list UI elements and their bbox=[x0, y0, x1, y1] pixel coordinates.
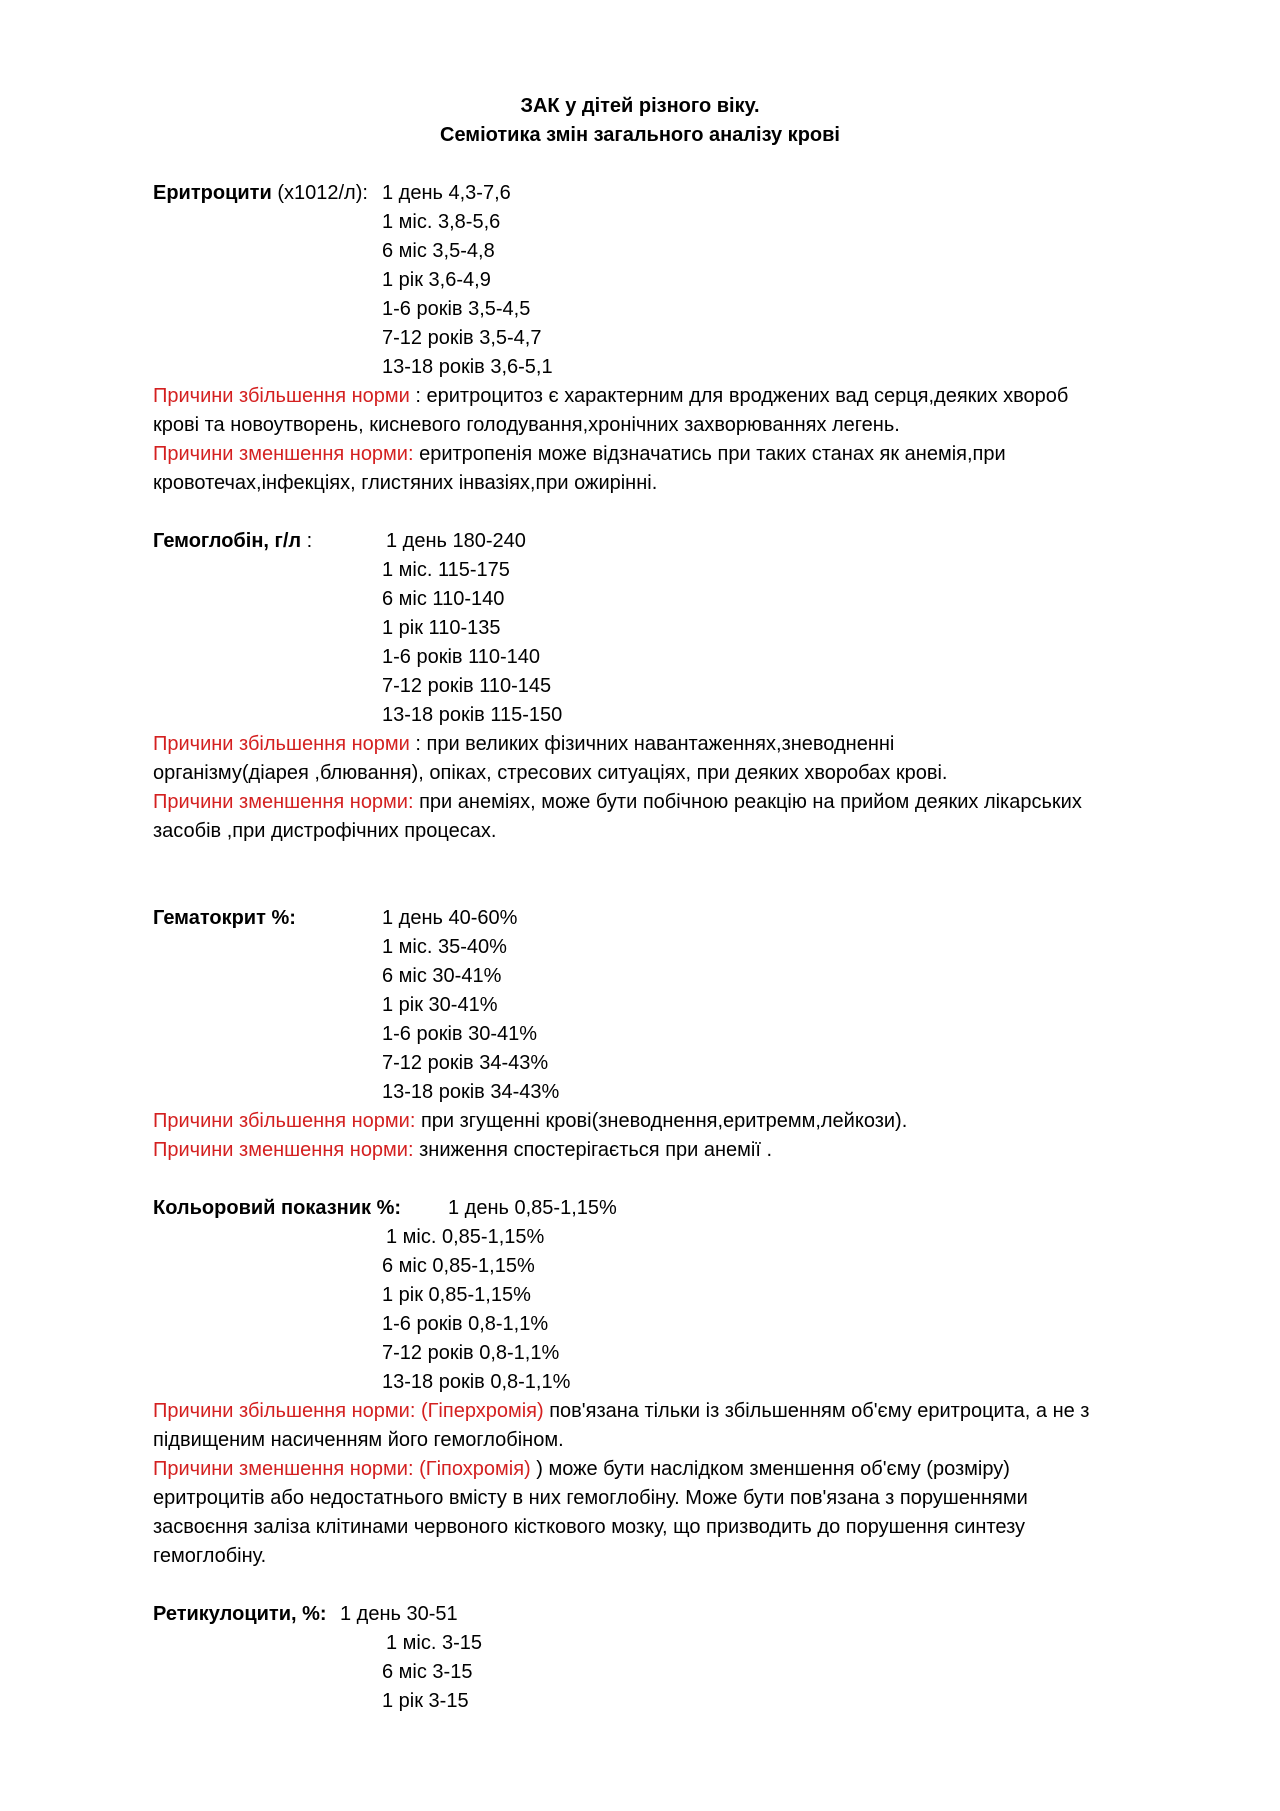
hemoglobin-value: 1 рік 110-135 bbox=[382, 617, 501, 639]
decrease-label: Причини зменшення норми: bbox=[153, 791, 414, 813]
color-index-decrease bbox=[153, 1455, 1010, 1484]
hemoglobin-increase-cont: організму(діарея ,блювання), опіках, стресових ситуаціях, при деяких хворобах крові. bbox=[153, 762, 948, 784]
hemoglobin-value: 7-12 років 110-145 bbox=[382, 675, 552, 697]
erythrocytes-value: 6 міс 3,5-4,8 bbox=[382, 240, 495, 262]
hemoglobin-value: 1 день 180-240 bbox=[386, 530, 526, 552]
color-index-value: 6 міс 0,85-1,15% bbox=[382, 1255, 535, 1277]
hemoglobin-colon: : bbox=[301, 530, 313, 552]
reticulocytes-label: Ретикулоцити, %: bbox=[153, 1603, 327, 1625]
reticulocytes-value: 1 день 30-51 bbox=[340, 1603, 458, 1625]
erythrocytes-value: 1 міс. 3,8-5,6 bbox=[382, 211, 501, 233]
increase-label: Причини збільшення норми: bbox=[153, 1110, 416, 1132]
color-index-increase-cont: підвищеним насиченням його гемоглобіном. bbox=[153, 1429, 564, 1451]
increase-label: Причини збільшення норми bbox=[153, 385, 410, 407]
reticulocytes-heading bbox=[153, 1600, 327, 1629]
decrease-text: зниження спостерігається при анемії . bbox=[413, 1139, 773, 1161]
decrease-text: ) може бути наслідком зменшення об'єму (розміру) bbox=[530, 1458, 1010, 1480]
hemoglobin-value: 13-18 років 115-150 bbox=[382, 704, 563, 726]
hemoglobin-value: 1 міс. 115-175 bbox=[382, 559, 510, 581]
hematocrit-value: 1 день 40-60% bbox=[382, 907, 518, 929]
color-index-decrease-cont: засвоєння заліза клітинами червоного кісткового мозку, що призводить до порушення синтезу bbox=[153, 1516, 1026, 1538]
document-subtitle: Семіотика змін загального аналізу крові bbox=[440, 124, 840, 146]
color-index-decrease-cont: гемоглобіну. bbox=[153, 1545, 267, 1567]
hematocrit-label: Гематокрит %: bbox=[153, 907, 296, 929]
erythrocytes-value: 1-6 років 3,5-4,5 bbox=[382, 298, 531, 320]
hematocrit-value: 1 рік 30-41% bbox=[382, 994, 498, 1016]
erythrocytes-value: 1 день 4,3-7,6 bbox=[382, 182, 511, 204]
increase-text: : еритроцитоз є характерним для вроджених вад серця,деяких хвороб bbox=[409, 385, 1069, 407]
decrease-text: при анеміях, може бути побічною реакцію на прийом деяких лікарських bbox=[413, 791, 1082, 813]
decrease-text: еритропенія може відзначатись при таких станах як анемія,при bbox=[413, 443, 1006, 465]
increase-label: Причини збільшення норми bbox=[153, 733, 410, 755]
increase-text: : при великих фізичних навантаженнях,зневодненні bbox=[409, 733, 895, 755]
hematocrit-value: 13-18 років 34-43% bbox=[382, 1081, 560, 1103]
hematocrit-increase bbox=[153, 1107, 907, 1136]
hemoglobin-value: 6 міс 110-140 bbox=[382, 588, 505, 610]
erythrocytes-increase-cont: крові та новоутворень, кисневого голодування,хронічних захворюваннях легень. bbox=[153, 414, 900, 436]
color-index-value: 7-12 років 0,8-1,1% bbox=[382, 1342, 560, 1364]
erythrocytes-unit: (х1012/л): bbox=[271, 182, 368, 204]
color-index-value: 1 рік 0,85-1,15% bbox=[382, 1284, 531, 1306]
hemoglobin-value: 1-6 років 110-140 bbox=[382, 646, 540, 668]
hemoglobin-heading bbox=[153, 527, 312, 556]
erythrocytes-decrease bbox=[153, 440, 1006, 469]
reticulocytes-value: 6 міс 3-15 bbox=[382, 1661, 473, 1683]
decrease-label: Причини зменшення норми: (Гіпохромія) bbox=[153, 1458, 531, 1480]
decrease-label: Причини зменшення норми: bbox=[153, 443, 414, 465]
color-index-label: Кольоровий показник %: bbox=[153, 1197, 402, 1219]
color-index-value: 1-6 років 0,8-1,1% bbox=[382, 1313, 549, 1335]
color-index-decrease-cont: еритроцитів або недостатнього вмісту в них гемоглобіну. Може бути пов'язана з порушеннями bbox=[153, 1487, 1028, 1509]
increase-text: пов'язана тільки із збільшенням об'єму еритроцита, а не з bbox=[543, 1400, 1090, 1422]
color-index-heading bbox=[153, 1194, 401, 1223]
color-index-value: 1 міс. 0,85-1,15% bbox=[386, 1226, 545, 1248]
erythrocytes-value: 13-18 років 3,6-5,1 bbox=[382, 356, 553, 378]
color-index-value: 1 день 0,85-1,15% bbox=[448, 1197, 617, 1219]
hematocrit-value: 6 міс 30-41% bbox=[382, 965, 502, 987]
hemoglobin-increase bbox=[153, 730, 894, 759]
hematocrit-value: 1-6 років 30-41% bbox=[382, 1023, 538, 1045]
color-index-value: 13-18 років 0,8-1,1% bbox=[382, 1371, 571, 1393]
color-index-increase bbox=[153, 1397, 1089, 1426]
hematocrit-heading bbox=[153, 904, 296, 933]
hemoglobin-decrease bbox=[153, 788, 1082, 817]
hematocrit-value: 7-12 років 34-43% bbox=[382, 1052, 549, 1074]
erythrocytes-heading bbox=[153, 179, 368, 208]
decrease-label: Причини зменшення норми: bbox=[153, 1139, 414, 1161]
reticulocytes-value: 1 міс. 3-15 bbox=[386, 1632, 483, 1654]
erythrocytes-decrease-cont: кровотечах,інфекціях, глистяних інвазіях,при ожирінні. bbox=[153, 472, 658, 494]
increase-label: Причини збільшення норми: (Гіперхромія) bbox=[153, 1400, 544, 1422]
hematocrit-value: 1 міс. 35-40% bbox=[382, 936, 507, 958]
reticulocytes-value: 1 рік 3-15 bbox=[382, 1690, 469, 1712]
erythrocytes-label: Еритроцити bbox=[153, 182, 272, 204]
erythrocytes-value: 7-12 років 3,5-4,7 bbox=[382, 327, 542, 349]
increase-text: при згущенні крові(зневоднення,еритремм,лейкози). bbox=[415, 1110, 908, 1132]
hemoglobin-decrease-cont: засобів ,при дистрофічних процесах. bbox=[153, 820, 497, 842]
hemoglobin-label: Гемоглобін, г/л bbox=[153, 530, 302, 552]
erythrocytes-value: 1 рік 3,6-4,9 bbox=[382, 269, 491, 291]
erythrocytes-increase bbox=[153, 382, 1068, 411]
hematocrit-decrease bbox=[153, 1136, 772, 1165]
document-title: ЗАК у дітей різного віку. bbox=[520, 95, 760, 117]
